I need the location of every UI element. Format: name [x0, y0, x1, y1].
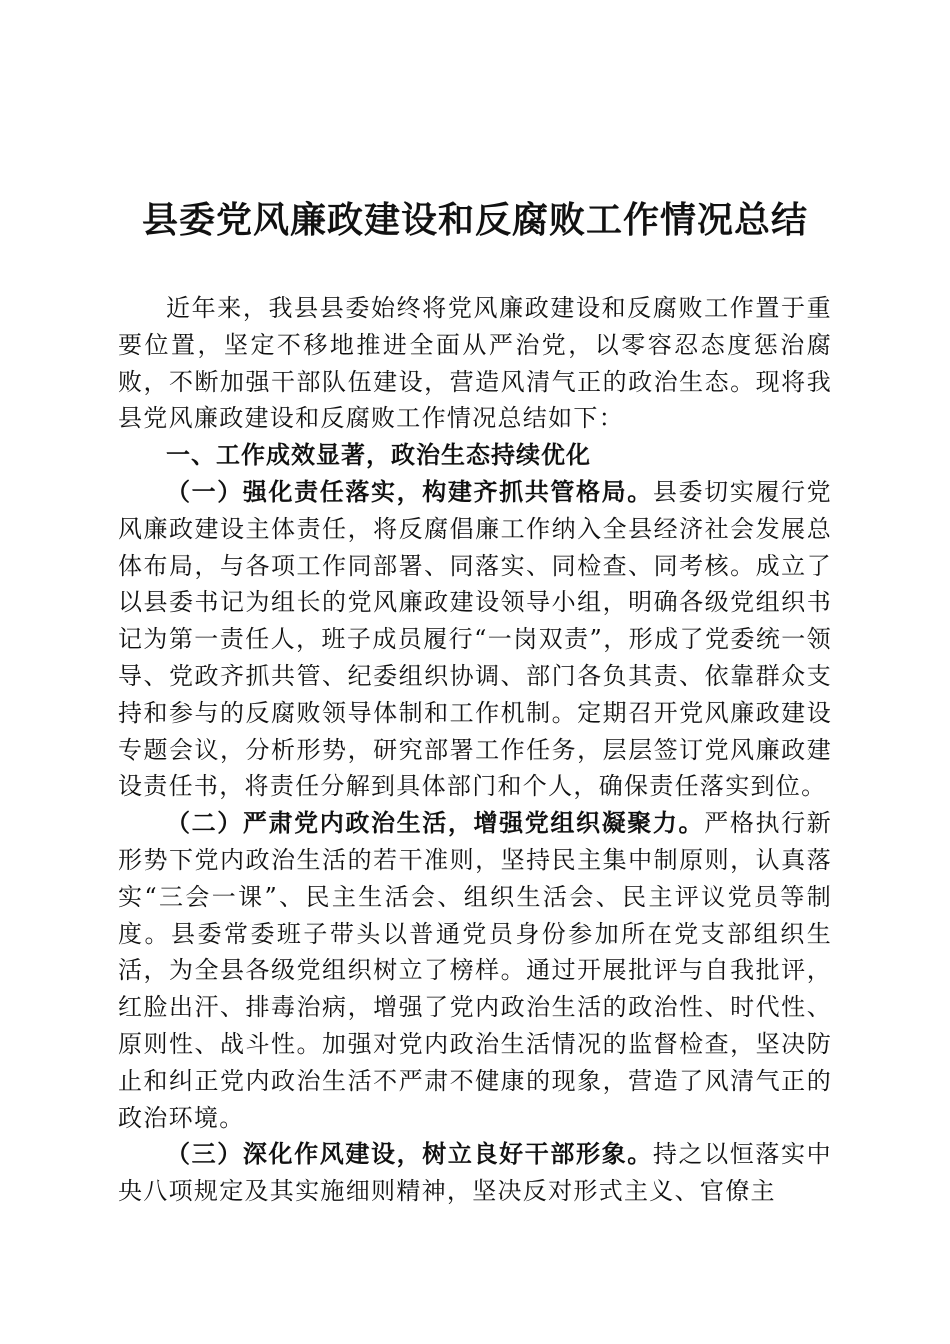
paragraph-3 — [118, 1136, 832, 1210]
document-body — [118, 290, 832, 1210]
paragraph-3-lead: （三）深化作风建设，树立良好干部形象。 — [166, 1139, 653, 1169]
document-title: 县委党风廉政建设和反腐败工作情况总结 — [141, 199, 808, 241]
paragraph-2-text: 严格执行新形势下党内政治生活的若干准则，坚持民主集中制原则，认真落实“三会一课”、民主生活会、组织生活会、民主评议党员等制度。县委常委班子带头以普通党员身份参加所在党支部组织生活，为全县各级党组织树立了榜样。通过开展批评与自我批评，红脸出汗、排毒治病，增强了党内政治生活的政治性、时代性、原则性、战斗性。加强对党内政治生活情况的监督检查，坚决防止和纠正党内政治生活不严肃不健康的现象，营造了风清气正的政治环境。 — [118, 809, 832, 1132]
section-heading-1: 一、工作成效显著，政治生态持续优化 — [166, 441, 591, 470]
paragraph-1-text: 县委切实履行党风廉政建设主体责任，将反腐倡廉工作纳入全县经济社会发展总体布局，与各项工作同部署、同落实、同检查、同考核。成立了以县委书记为组长的党风廉政建设领导小组，明确各级党组织书记为第一责任人，班子成员履行“一岗双责”，形成了党委统一领导、党政齐抓共管、纪委组织协调、部门各负其责、依靠群众支持和参与的反腐败领导体制和工作机制。定期召开党风廉政建设专题会议，分析形势，研究部署工作任务，层层签订党风廉政建设责任书，将责任分解到具体部门和个人，确保责任落实到位。 — [118, 477, 832, 801]
paragraph-1-lead: （一）强化责任落实，构建齐抓共管格局。 — [166, 476, 653, 506]
intro-paragraph: 近年来，我县县委始终将党风廉政建设和反腐败工作置于重要位置，坚定不移地推进全面从严治党，以零容忍态度惩治腐败，不断加强干部队伍建设，营造风清气正的政治生态。现将我县党风廉政建设和反腐败工作情况总结如下： — [118, 294, 832, 433]
paragraph-1 — [118, 474, 832, 805]
paragraph-3-text: 持之以恒落实中央八项规定及其实施细则精神，坚决反对形式主义、官僚主 — [118, 1140, 832, 1206]
paragraph-2 — [118, 805, 832, 1136]
paragraph-2-lead: （二）严肃党内政治生活，增强党组织凝聚力。 — [166, 808, 705, 838]
